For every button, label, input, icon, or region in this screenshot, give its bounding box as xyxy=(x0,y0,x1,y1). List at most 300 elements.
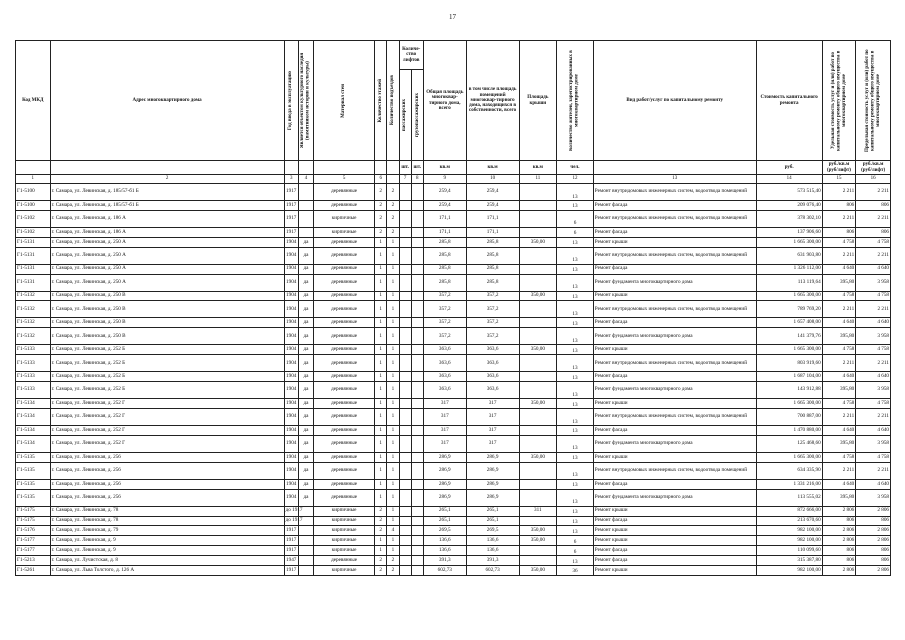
cell-lifts-cargo xyxy=(411,399,423,409)
cell-lifts-pass xyxy=(399,184,411,201)
cell-heritage: да xyxy=(298,382,313,399)
cell-address: г. Самара, ул. Левинская, д. 9 xyxy=(50,536,284,546)
cell-max-cost: 2 806 xyxy=(856,526,891,536)
table-row xyxy=(16,201,891,211)
cell-wall: деревянные xyxy=(314,489,375,506)
cell-owned-area: 286,9 xyxy=(466,489,519,506)
cell-roof-area: 350,00 xyxy=(519,536,557,546)
cell-unit-cost: 2 211 xyxy=(822,462,856,479)
cell-residents: 13 xyxy=(557,355,594,372)
cell-floors: 1 xyxy=(375,536,387,546)
cell-work-type: Ремонт фасада xyxy=(593,479,756,489)
cell-address: г. Самара, ул. Левинская, д. 250 В xyxy=(50,328,284,345)
cell-lifts-pass xyxy=(399,566,411,576)
cell-entrances: 1 xyxy=(387,345,399,355)
cell-lifts-pass xyxy=(399,201,411,211)
cell-owned-area: 363,6 xyxy=(466,345,519,355)
cell-entrances: 1 xyxy=(387,516,399,526)
cell-lifts-cargo xyxy=(411,264,423,274)
cell-heritage: да xyxy=(298,355,313,372)
cell-roof-area xyxy=(519,227,557,237)
cell-lifts-pass xyxy=(399,382,411,399)
header-lifts-cargo: грузопассажирских xyxy=(411,70,423,161)
cell-address: г. Самара, ул. Левинская, д. 256 xyxy=(50,462,284,479)
cell-wall: кирпичные xyxy=(314,566,375,576)
cell-floors: 1 xyxy=(375,291,387,301)
header-heritage: Является объектом культурного наследия (памятником истории и культуры) xyxy=(298,41,313,161)
cell-lifts-cargo xyxy=(411,301,423,318)
cell-residents: 13 xyxy=(557,399,594,409)
cell-wall: деревянные xyxy=(314,355,375,372)
cell-work-type: Ремонт фундамента многоквартирного дома xyxy=(593,489,756,506)
cell-residents: 6 xyxy=(557,227,594,237)
cell-address: г. Самара, ул. Лучистская, д. 8 xyxy=(50,556,284,566)
cell-entrances: 1 xyxy=(387,291,399,301)
header-code: Код МКД xyxy=(16,41,51,161)
cell-roof-area: 350,00 xyxy=(519,237,557,247)
cell-roof-area xyxy=(519,382,557,399)
cell-owned-area: 285,8 xyxy=(466,274,519,291)
cell-entrances: 1 xyxy=(387,355,399,372)
cell-unit-cost: 2 806 xyxy=(822,526,856,536)
cell-lifts-cargo xyxy=(411,536,423,546)
cell-lifts-pass xyxy=(399,210,411,227)
table-body xyxy=(16,184,891,576)
column-number: 1 xyxy=(16,175,51,184)
cell-wall: кирпичные xyxy=(314,210,375,227)
column-number: 2 xyxy=(50,175,284,184)
header-year: Год ввода в эксплуатацию xyxy=(284,41,298,161)
cell-code: Г1-5102 xyxy=(16,210,51,227)
cell-floors: 2 xyxy=(375,184,387,201)
cell-heritage xyxy=(298,536,313,546)
cell-code: Г1-5134 xyxy=(16,426,51,436)
column-number: 11 xyxy=(519,175,557,184)
cell-lifts-pass xyxy=(399,355,411,372)
cell-lifts-pass xyxy=(399,264,411,274)
cell-work-type: Ремонт внутридомовых инженерных систем, водоотвода помещений xyxy=(593,301,756,318)
cell-wall: кирпичные xyxy=(314,506,375,516)
cell-lifts-pass xyxy=(399,345,411,355)
cell-floors: 1 xyxy=(375,546,387,556)
cell-max-cost: 2 211 xyxy=(856,247,891,264)
cell-work-type: Ремонт фасада xyxy=(593,201,756,211)
cell-code: Г1-5100 xyxy=(16,184,51,201)
cell-residents: 13 xyxy=(557,201,594,211)
cell-roof-area: 350,00 xyxy=(519,566,557,576)
cell-total-area: 136,6 xyxy=(423,536,466,546)
cell-code: Г1-5177 xyxy=(16,546,51,556)
cell-floors: 1 xyxy=(375,345,387,355)
cell-heritage: да xyxy=(298,399,313,409)
cell-residents: 6 xyxy=(557,536,594,546)
cell-heritage xyxy=(298,227,313,237)
cell-cost: 872 666,00 xyxy=(756,506,822,516)
cell-wall: деревянные xyxy=(314,237,375,247)
cell-total-area: 286,9 xyxy=(423,452,466,462)
table-row xyxy=(16,318,891,328)
table-row xyxy=(16,516,891,526)
unit-owned-area: кв.м xyxy=(466,161,519,175)
cell-owned-area: 317 xyxy=(466,435,519,452)
cell-max-cost: 3 958 xyxy=(856,382,891,399)
cell-max-cost: 4 640 xyxy=(856,426,891,436)
cell-unit-cost: 2 806 xyxy=(822,506,856,516)
cell-entrances: 1 xyxy=(387,301,399,318)
cell-roof-area xyxy=(519,409,557,426)
cell-total-area: 357,2 xyxy=(423,318,466,328)
cell-unit-cost: 4 758 xyxy=(822,291,856,301)
cell-year: 1917 xyxy=(284,526,298,536)
cell-total-area: 265,1 xyxy=(423,516,466,526)
column-number: 6 xyxy=(375,175,387,184)
cell-unit-cost: 4 758 xyxy=(822,452,856,462)
cell-entrances: 1 xyxy=(387,489,399,506)
cell-lifts-cargo xyxy=(411,546,423,556)
cell-code: Г1-5133 xyxy=(16,355,51,372)
cell-address: г. Самара, ул. Левинская, д. 79 xyxy=(50,526,284,536)
cell-roof-area: 311 xyxy=(519,506,557,516)
cell-floors: 1 xyxy=(375,301,387,318)
cell-max-cost: 4 758 xyxy=(856,452,891,462)
cell-max-cost: 2 806 xyxy=(856,536,891,546)
cell-cost: 1 326 112,00 xyxy=(756,264,822,274)
cell-owned-area: 391,3 xyxy=(466,556,519,566)
cell-code: Г1-5135 xyxy=(16,462,51,479)
cell-roof-area xyxy=(519,479,557,489)
cell-floors: 2 xyxy=(375,201,387,211)
cell-roof-area xyxy=(519,516,557,526)
cell-floors: 1 xyxy=(375,462,387,479)
cell-work-type: Ремонт крыши xyxy=(593,566,756,576)
cell-cost: 137 906,60 xyxy=(756,227,822,237)
cell-residents: 13 xyxy=(557,556,594,566)
cell-total-area: 317 xyxy=(423,426,466,436)
unit-max-cost: руб./кв.м (руб/лифт) xyxy=(856,161,891,175)
table-row xyxy=(16,184,891,201)
cell-code: Г1-5132 xyxy=(16,318,51,328)
column-number: 9 xyxy=(423,175,466,184)
header-entrances: Количество подъездов xyxy=(387,41,399,161)
cell-cost: 110 099,60 xyxy=(756,546,822,556)
header-cost: Стоимость капитального ремонта xyxy=(756,41,822,161)
cell-year: 1904 xyxy=(284,318,298,328)
cell-total-area: 171,1 xyxy=(423,227,466,237)
cell-year: 1904 xyxy=(284,409,298,426)
cell-cost: 1 470 880,00 xyxy=(756,426,822,436)
cell-year: 1904 xyxy=(284,237,298,247)
cell-work-type: Ремонт крыши xyxy=(593,237,756,247)
cell-work-type: Ремонт фасада xyxy=(593,318,756,328)
cell-lifts-cargo xyxy=(411,566,423,576)
cell-unit-cost: 395,80 xyxy=(822,328,856,345)
cell-wall: деревянные xyxy=(314,301,375,318)
cell-owned-area: 602,73 xyxy=(466,566,519,576)
cell-address: г. Самара, ул. Левинская, д. 252 Б xyxy=(50,355,284,372)
cell-cost: 125 468,60 xyxy=(756,435,822,452)
cell-cost: 213 670,60 xyxy=(756,516,822,526)
cell-heritage: да xyxy=(298,452,313,462)
cell-entrances: 4 xyxy=(387,526,399,536)
cell-work-type: Ремонт фундамента многоквартирного дома xyxy=(593,435,756,452)
cell-wall: деревянные xyxy=(314,201,375,211)
cell-lifts-cargo xyxy=(411,462,423,479)
cell-lifts-pass xyxy=(399,546,411,556)
cell-max-cost: 2 211 xyxy=(856,355,891,372)
cell-roof-area: 350,00 xyxy=(519,452,557,462)
table-row xyxy=(16,506,891,516)
cell-heritage: да xyxy=(298,409,313,426)
cell-lifts-pass xyxy=(399,526,411,536)
cell-address: г. Самара, ул. Левинская, д. 250 А xyxy=(50,237,284,247)
cell-lifts-pass xyxy=(399,372,411,382)
cell-max-cost: 2 806 xyxy=(856,506,891,516)
cell-code: Г1-5135 xyxy=(16,452,51,462)
cell-cost: 1 665 300,00 xyxy=(756,399,822,409)
cell-work-type: Ремонт фасада xyxy=(593,556,756,566)
cell-address: г. Самара, ул. Левинская, д. 185/57-б1 Б xyxy=(50,184,284,201)
cell-roof-area xyxy=(519,462,557,479)
cell-cost: 1 687 104,00 xyxy=(756,372,822,382)
cell-residents: 13 xyxy=(557,452,594,462)
cell-year: 1917 xyxy=(284,546,298,556)
cell-roof-area: 350,00 xyxy=(519,291,557,301)
cell-unit-cost: 2 806 xyxy=(822,566,856,576)
cell-unit-cost: 806 xyxy=(822,201,856,211)
cell-cost: 141 379,76 xyxy=(756,328,822,345)
cell-year: 1917 xyxy=(284,566,298,576)
cell-roof-area xyxy=(519,426,557,436)
cell-code: Г1-5102 xyxy=(16,227,51,237)
cell-wall: деревянные xyxy=(314,372,375,382)
cell-address: г. Самара, ул. Левинская, д. 250 А xyxy=(50,247,284,264)
cell-floors: 2 xyxy=(375,556,387,566)
cell-lifts-pass xyxy=(399,399,411,409)
cell-work-type: Ремонт крыши xyxy=(593,399,756,409)
cell-total-area: 363,6 xyxy=(423,345,466,355)
cell-cost: 378 302,10 xyxy=(756,210,822,227)
cell-residents: 13 xyxy=(557,264,594,274)
cell-address: г. Самара, ул. Левинская, д. 252 Б xyxy=(50,345,284,355)
cell-residents: 13 xyxy=(557,328,594,345)
cell-owned-area: 265,1 xyxy=(466,516,519,526)
cell-address: г. Самара, ул. Левинская, д. 252 Г xyxy=(50,399,284,409)
cell-code: Г1-5132 xyxy=(16,301,51,318)
cell-unit-cost: 806 xyxy=(822,227,856,237)
cell-max-cost: 3 958 xyxy=(856,328,891,345)
cell-cost: 1 665 300,00 xyxy=(756,345,822,355)
cell-address: г. Самара, ул. Левинская, д. 256 xyxy=(50,452,284,462)
cell-code: Г1-5134 xyxy=(16,399,51,409)
cell-floors: 1 xyxy=(375,409,387,426)
cell-lifts-cargo xyxy=(411,291,423,301)
header-owned-area: в том числе площадь помещений многоквар-тирного дома, находящихся в собственности, всего xyxy=(466,41,519,161)
cell-code: Г1-5133 xyxy=(16,345,51,355)
cell-cost: 634 335,90 xyxy=(756,462,822,479)
table-row xyxy=(16,355,891,372)
cell-heritage: да xyxy=(298,426,313,436)
cell-roof-area: 350,00 xyxy=(519,399,557,409)
cell-cost: 803 919,60 xyxy=(756,355,822,372)
cell-work-type: Ремонт фундамента многоквартирного дома xyxy=(593,274,756,291)
cell-heritage: да xyxy=(298,462,313,479)
cell-cost: 1 331 216,00 xyxy=(756,479,822,489)
cell-total-area: 602,73 xyxy=(423,566,466,576)
cell-lifts-pass xyxy=(399,291,411,301)
cell-unit-cost: 4 758 xyxy=(822,237,856,247)
cell-total-area: 286,9 xyxy=(423,462,466,479)
cell-year: 1904 xyxy=(284,399,298,409)
table-row xyxy=(16,566,891,576)
cell-year: 1917 xyxy=(284,536,298,546)
cell-residents: 13 xyxy=(557,372,594,382)
cell-year: 1904 xyxy=(284,489,298,506)
cell-year: 1904 xyxy=(284,247,298,264)
cell-entrances: 1 xyxy=(387,372,399,382)
cell-residents: 13 xyxy=(557,479,594,489)
cell-cost: 631 903,80 xyxy=(756,247,822,264)
cell-year: 1917 xyxy=(284,184,298,201)
cell-lifts-pass xyxy=(399,318,411,328)
page-number: 17 xyxy=(449,13,456,21)
cell-code: Г1-5175 xyxy=(16,516,51,526)
cell-entrances: 1 xyxy=(387,318,399,328)
cell-wall: деревянные xyxy=(314,328,375,345)
cell-address: г. Самара, ул. Левинская, д. 186 А xyxy=(50,227,284,237)
cell-heritage: да xyxy=(298,264,313,274)
unit-unit-cost: руб./кв.м (руб/лифт) xyxy=(822,161,856,175)
cell-year: 1904 xyxy=(284,382,298,399)
cell-year: 1917 xyxy=(284,210,298,227)
cell-residents: 13 xyxy=(557,489,594,506)
header-wall: Материал стен xyxy=(314,41,375,161)
cell-wall: деревянные xyxy=(314,452,375,462)
cell-unit-cost: 4 758 xyxy=(822,399,856,409)
cell-lifts-pass xyxy=(399,409,411,426)
cell-floors: 1 xyxy=(375,399,387,409)
cell-owned-area: 136,6 xyxy=(466,536,519,546)
cell-heritage: да xyxy=(298,435,313,452)
cell-heritage: да xyxy=(298,479,313,489)
cell-cost: 315 387,80 xyxy=(756,556,822,566)
table-row xyxy=(16,435,891,452)
unit-lifts-cargo: шт. xyxy=(411,161,423,175)
cell-roof-area xyxy=(519,274,557,291)
cell-address: г. Самара, ул. Левинская, д. 9 xyxy=(50,546,284,556)
cell-residents: 13 xyxy=(557,462,594,479)
cell-entrances: 1 xyxy=(387,546,399,556)
cell-entrances: 1 xyxy=(387,435,399,452)
cell-roof-area xyxy=(519,184,557,201)
cell-max-cost: 4 758 xyxy=(856,291,891,301)
cell-total-area: 317 xyxy=(423,399,466,409)
cell-lifts-pass xyxy=(399,274,411,291)
cell-lifts-cargo xyxy=(411,328,423,345)
unit-total-area: кв.м xyxy=(423,161,466,175)
cell-heritage xyxy=(298,201,313,211)
cell-total-area: 259,4 xyxy=(423,201,466,211)
table-row xyxy=(16,426,891,436)
column-number: 4 xyxy=(298,175,313,184)
cell-year: 1904 xyxy=(284,328,298,345)
cell-code: Г1-5131 xyxy=(16,274,51,291)
cell-max-cost: 4 640 xyxy=(856,479,891,489)
cell-wall: деревянные xyxy=(314,462,375,479)
cell-wall: деревянные xyxy=(314,409,375,426)
cell-unit-cost: 2 806 xyxy=(822,536,856,546)
cell-lifts-cargo xyxy=(411,355,423,372)
cell-year: 1904 xyxy=(284,372,298,382)
cell-roof-area: 350,00 xyxy=(519,345,557,355)
cell-floors: 2 xyxy=(375,566,387,576)
cell-code: Г1-5134 xyxy=(16,409,51,426)
cell-floors: 1 xyxy=(375,489,387,506)
header-address: Адрес многоквартирного дома xyxy=(50,41,284,161)
cell-wall: деревянные xyxy=(314,264,375,274)
cell-year: 1904 xyxy=(284,452,298,462)
cell-work-type: Ремонт внутридомовых инженерных систем, водоотвода помещений xyxy=(593,355,756,372)
cell-lifts-pass xyxy=(399,506,411,516)
table-row xyxy=(16,237,891,247)
cell-max-cost: 2 211 xyxy=(856,462,891,479)
cell-max-cost: 806 xyxy=(856,546,891,556)
column-number: 5 xyxy=(314,175,375,184)
header-max-cost: Предельная стоимость услуг и (или) работ по капитальному ремонту общего имущества в многоквартирном доме xyxy=(856,41,891,161)
cell-lifts-cargo xyxy=(411,210,423,227)
cell-floors: 1 xyxy=(375,372,387,382)
column-number: 15 xyxy=(822,175,856,184)
cell-residents: 6 xyxy=(557,546,594,556)
cell-total-area: 269,5 xyxy=(423,526,466,536)
cell-max-cost: 3 958 xyxy=(856,274,891,291)
cell-max-cost: 2 211 xyxy=(856,301,891,318)
cell-heritage xyxy=(298,546,313,556)
cell-lifts-cargo xyxy=(411,489,423,506)
cell-entrances: 1 xyxy=(387,506,399,516)
cell-work-type: Ремонт крыши xyxy=(593,452,756,462)
cell-year: 1904 xyxy=(284,264,298,274)
cell-unit-cost: 2 211 xyxy=(822,355,856,372)
table-row xyxy=(16,274,891,291)
column-number: 7 xyxy=(399,175,411,184)
header-total-area: Общая площадь многоквар-тирного дома, всего xyxy=(423,41,466,161)
cell-max-cost: 4 640 xyxy=(856,264,891,274)
cell-unit-cost: 4 640 xyxy=(822,318,856,328)
cell-entrances: 2 xyxy=(387,556,399,566)
cell-lifts-cargo xyxy=(411,372,423,382)
cell-entrances: 1 xyxy=(387,328,399,345)
cell-address: г. Самара, ул. Левинская, д. 252 Б xyxy=(50,372,284,382)
cell-owned-area: 357,2 xyxy=(466,328,519,345)
cell-total-area: 391,3 xyxy=(423,556,466,566)
cell-total-area: 363,6 xyxy=(423,355,466,372)
cell-lifts-pass xyxy=(399,435,411,452)
cell-unit-cost: 4 640 xyxy=(822,372,856,382)
cell-work-type: Ремонт фундамента многоквартирного дома xyxy=(593,382,756,399)
cell-cost: 982 100,00 xyxy=(756,566,822,576)
table-row xyxy=(16,526,891,536)
column-number-row xyxy=(16,175,891,184)
cell-lifts-cargo xyxy=(411,452,423,462)
cell-code: Г1-5132 xyxy=(16,291,51,301)
cell-work-type: Ремонт фасада xyxy=(593,426,756,436)
cell-code: Г1-5176 xyxy=(16,526,51,536)
cell-address: г. Самара, ул. Левинская, д. 252 Г xyxy=(50,435,284,452)
cell-entrances: 1 xyxy=(387,399,399,409)
cell-entrances: 1 xyxy=(387,452,399,462)
cell-roof-area xyxy=(519,201,557,211)
header-floors: Количество этажей xyxy=(375,41,387,161)
